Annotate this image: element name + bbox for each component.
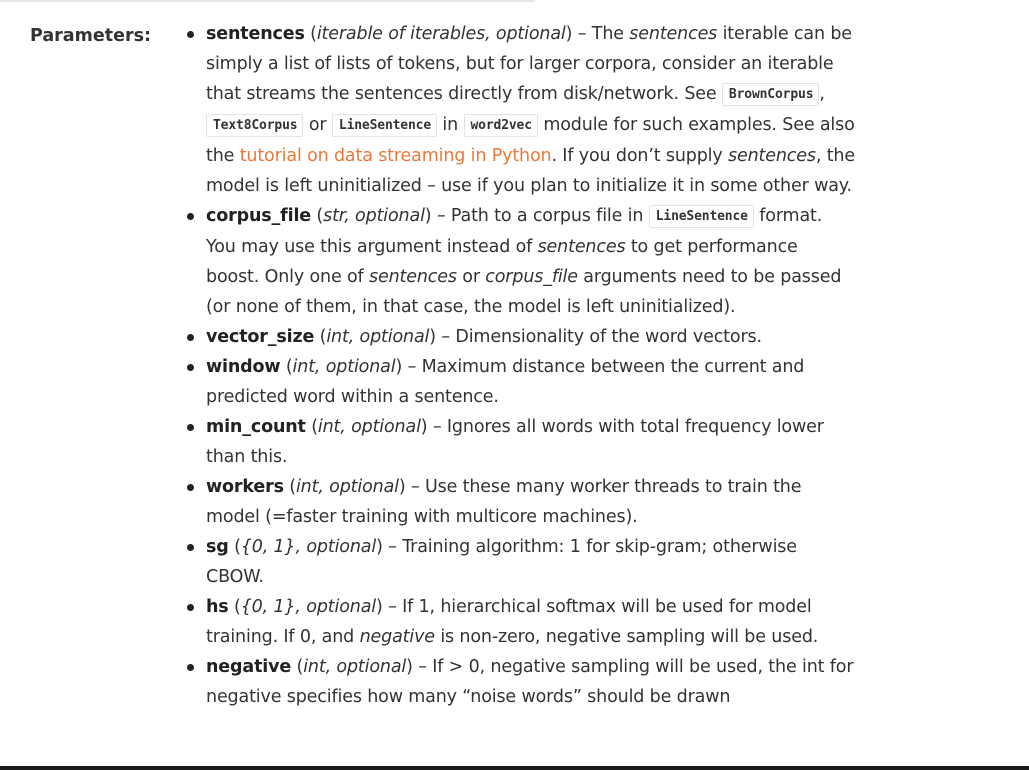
param-sg: sg ({0, 1}, optional) – Training algorithm: 1 for skip-gram; otherwise CBOW. <box>206 532 856 592</box>
param-negative: negative (int, optional) – If > 0, negative sampling will be used, the int for negative specifies how many “noise words” should be drawn <box>206 652 856 712</box>
param-corpus-file: corpus_file (str, optional) – Path to a corpus file in LineSentence format. You may use this argument instead of sentences to get performance boost. Only one of sentences or corpus_file arguments need to be passed (or none of them, in that case, the model is left uninitialized). <box>206 201 856 322</box>
param-window: window (int, optional) – Maximum distance between the current and predicted word within a sentence. <box>206 352 856 412</box>
param-type: int, optional <box>317 417 421 437</box>
param-sentences: sentences (iterable of iterables, optional) – The sentences iterable can be simply a list of lists of tokens, but for larger corpora, consider an iterable that streams the sentences directly from disk/network. See BrownCorpus , Text8Corpus or LineSentence in word2vec module for such examples. See also the tutorial on data streaming in Python. If you don’t supply sentences, the model is left uninitialized – use if you plan to initialize it in some other way. <box>206 19 856 201</box>
param-type: iterable of iterables, optional <box>316 24 566 44</box>
param-name: window <box>206 357 281 377</box>
param-name: negative <box>206 657 292 677</box>
parameters-label: Parameters: <box>30 26 151 46</box>
param-vector-size: vector_size (int, optional) – Dimensionality of the word vectors. <box>206 322 856 352</box>
code-word2vec: word2vec <box>464 114 538 137</box>
param-type: {0, 1}, optional <box>240 537 377 557</box>
code-linesentence: LineSentence <box>649 205 754 228</box>
param-type: int, optional <box>292 357 396 377</box>
bottom-edge-bar <box>0 766 1029 770</box>
param-name: sg <box>206 537 229 557</box>
code-text8corpus: Text8Corpus <box>206 114 303 137</box>
param-description: Use these many worker threads to train the model (=faster training with multicore machines). <box>206 477 802 527</box>
param-name: sentences <box>206 24 305 44</box>
param-workers: workers (int, optional) – Use these many worker threads to train the model (=faster training with multicore machines). <box>206 472 856 532</box>
parameters-list <box>206 19 856 712</box>
param-description: Maximum distance between the current and predicted word within a sentence. <box>206 357 805 407</box>
param-type: int, optional <box>326 327 430 347</box>
param-name: corpus_file <box>206 206 312 226</box>
data-streaming-tutorial-link[interactable]: tutorial on data streaming in Python <box>239 146 552 166</box>
code-linesentence: LineSentence <box>332 114 437 137</box>
param-description: Training algorithm: 1 for skip-gram; otherwise CBOW. <box>206 537 797 587</box>
param-hs: hs ({0, 1}, optional) – If 1, hierarchical softmax will be used for model training. If 0, and negative is non-zero, negative sampling will be used. <box>206 592 856 652</box>
param-type: int, optional <box>303 657 407 677</box>
param-type: int, optional <box>295 477 399 497</box>
param-type: {0, 1}, optional <box>240 597 376 617</box>
param-name: workers <box>206 477 284 497</box>
param-type: str, optional <box>323 206 425 226</box>
code-browncorpus: BrownCorpus <box>722 83 819 106</box>
param-description: Ignores all words with total frequency lower than this. <box>206 417 824 467</box>
top-divider <box>0 0 535 2</box>
param-description: Dimensionality of the word vectors. <box>455 327 762 347</box>
param-description: If > 0, negative sampling will be used, the int for negative specifies how many “noise words” should be drawn <box>206 657 854 707</box>
param-name: hs <box>206 597 229 617</box>
param-name: vector_size <box>206 327 315 347</box>
param-min-count: min_count (int, optional) – Ignores all words with total frequency lower than this. <box>206 412 856 472</box>
param-name: min_count <box>206 417 306 437</box>
